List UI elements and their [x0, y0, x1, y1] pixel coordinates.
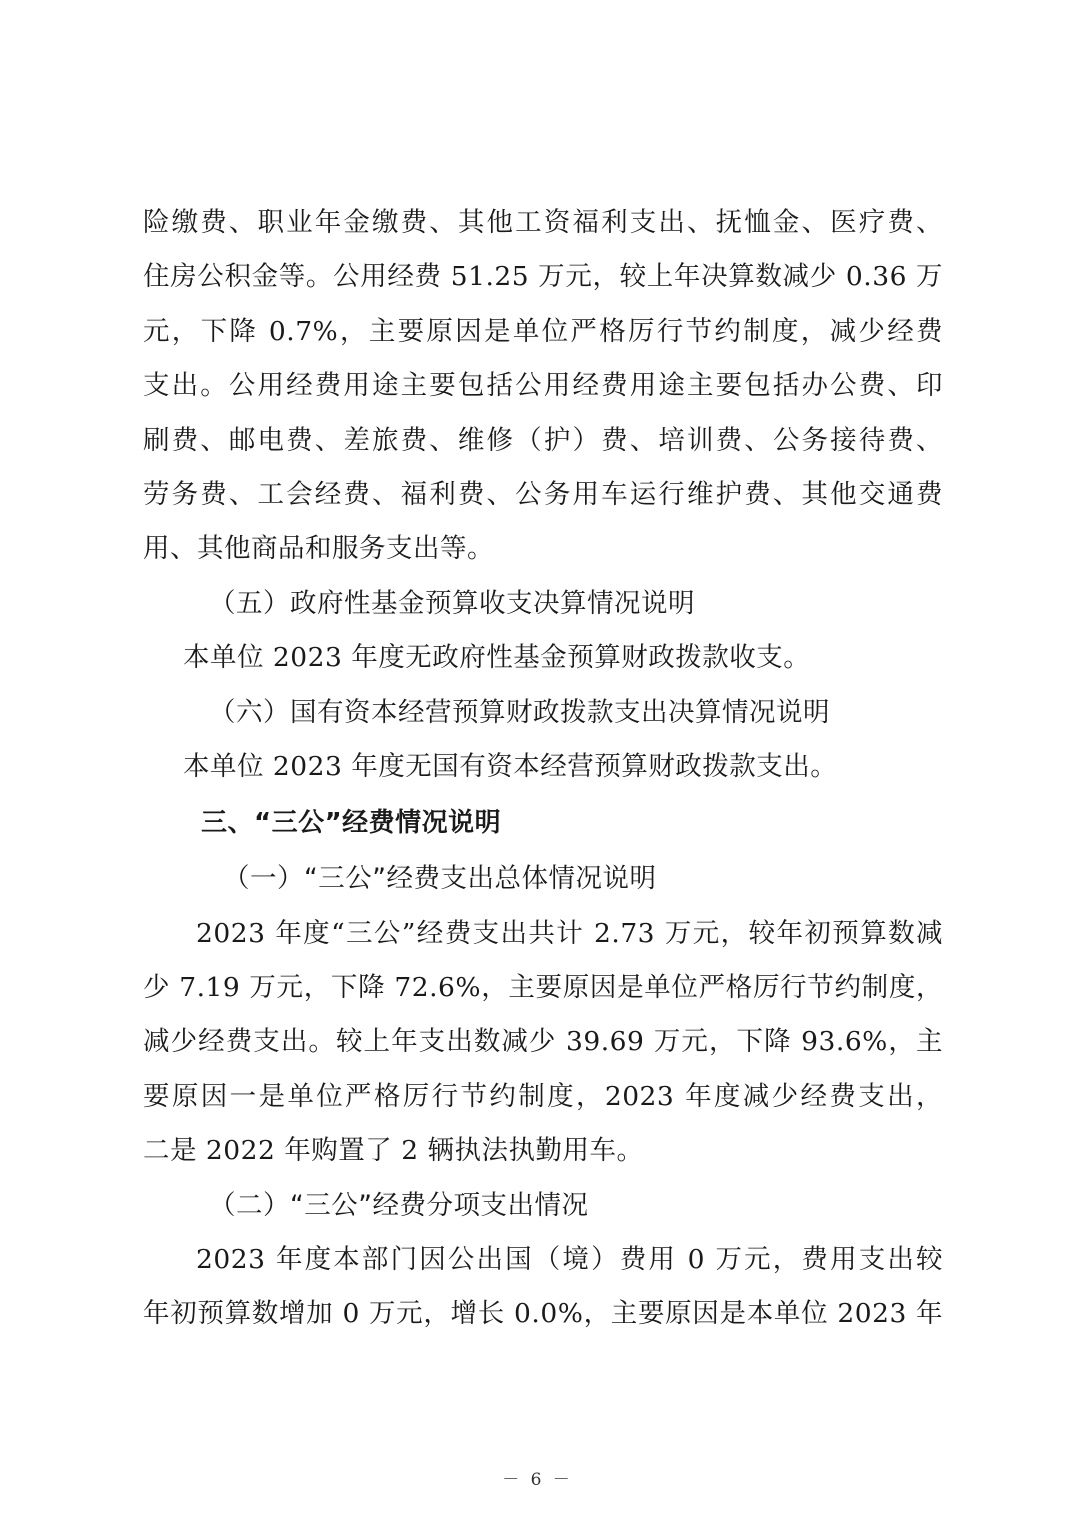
paragraph-line: 少 7.19 万元，下降 72.6%，主要原因是单位严格厉行节约制度，: [143, 972, 943, 1004]
page-number: － 6 －: [502, 1470, 573, 1490]
paragraph-line: 险缴费、职业年金缴费、其他工资福利支出、抚恤金、医疗费、: [143, 207, 943, 238]
paragraph-line: 二是 2022 年购置了 2 辆执法执勤用车。: [143, 1135, 644, 1167]
paragraph-line: 支出。公用经费用途主要包括公用经费用途主要包括办公费、印: [143, 370, 943, 402]
document-body: [143, 196, 943, 1342]
paragraph-line: 刷费、邮电费、差旅费、维修（护）费、培训费、公务接待费、: [143, 424, 943, 456]
section-heading-3: 三、“三公”经费情况说明: [201, 808, 502, 839]
paragraph-line: 用、其他商品和服务支出等。: [143, 533, 494, 565]
paragraph-line: 劳务费、工会经费、福利费、公务用车运行维护费、其他交通费: [143, 478, 943, 510]
paragraph-line: 住房公积金等。公用经费 51.25 万元，较上年决算数减少 0.36 万: [143, 261, 943, 293]
subheading-6: （六）国有资本经营预算财政拨款支出决算情况说明: [209, 696, 830, 728]
paragraph-line: 要原因一是单位严格厉行节约制度，2023 年度减少经费支出，: [143, 1080, 943, 1112]
subheading-3-2: （二）“三公”经费分项支出情况: [209, 1189, 589, 1221]
paragraph-line: 2023 年度“三公”经费支出共计 2.73 万元，较年初预算数减: [196, 917, 943, 949]
paragraph-line: 减少经费支出。较上年支出数减少 39.69 万元，下降 93.6%，主: [143, 1026, 943, 1058]
subheading-3-1: （一）“三公”经费支出总体情况说明: [223, 863, 657, 895]
subheading-5: （五）政府性基金预算收支决算情况说明: [209, 587, 695, 619]
paragraph-line: 元，下降 0.7%，主要原因是单位严格厉行节约制度，减少经费: [143, 315, 943, 347]
paragraph-line: 本单位 2023 年度无政府性基金预算财政拨款收支。: [183, 642, 811, 674]
paragraph-line: 本单位 2023 年度无国有资本经营预算财政拨款支出。: [183, 750, 838, 782]
paragraph-line: 年初预算数增加 0 万元，增长 0.0%，主要原因是本单位 2023 年: [143, 1298, 943, 1330]
paragraph-line: 2023 年度本部门因公出国（境）费用 0 万元，费用支出较: [196, 1244, 943, 1276]
